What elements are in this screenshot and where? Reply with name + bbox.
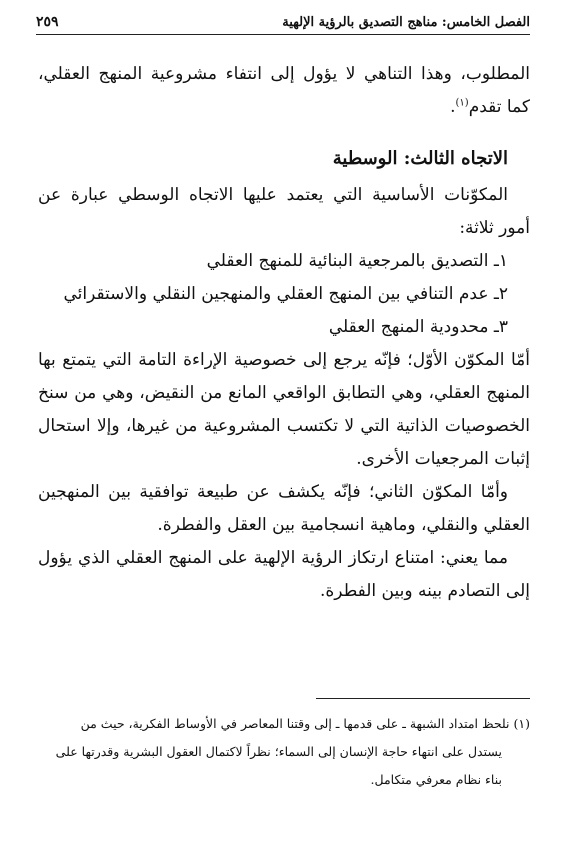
- footnote-divider: [316, 698, 530, 699]
- section-heading: الاتجاه الثالث: الوسطية: [332, 148, 508, 169]
- paragraph-5: مما يعني: امتناع ارتكاز الرؤية الإلهية على المنهج العقلي الذي يؤول إلى التصادم بينه وبين الفطرة.: [38, 548, 530, 601]
- paragraph-1-text: المطلوب، وهذا التناهي لا يؤول إلى انتفاء مشروعية المنهج العقلي، كما تقدم: [38, 64, 530, 117]
- footnote-1-line-2: يستدل على انتهاء حاجة الإنسان إلى السماء؛ نظراً لاكتمال العقول البشرية وقدرتها على: [55, 744, 502, 759]
- footnote-1-line-1: (١) نلحظ امتداد الشبهة ـ على قدمها ـ إلى وقتنا المعاصر في الأوساط الفكرية، حيث من: [80, 716, 530, 731]
- paragraph-3: أمّا المكوّن الأوّل؛ فإنّه يرجع إلى خصوصية الإراءة التامة التي يتمتع بها المنهج العقلي، وهي التطابق الواقعي المانع من النقيض، وهي من سنخ الخصوصيات الذاتية التي لا تكتسب المشروعية من غيرها، وإلا استحال إثبات المرجعيات الأخرى.: [38, 350, 530, 469]
- list-item-1: ١ـ التصديق بالمرجعية البنائية للمنهج العقلي: [206, 251, 508, 271]
- list-item-3: ٣ـ محدودية المنهج العقلي: [328, 317, 508, 337]
- main-text: [38, 58, 530, 608]
- chapter-title: الفصل الخامس: مناهج التصديق بالرؤية الإلهية: [282, 14, 530, 30]
- paragraph-2: المكوّنات الأساسية التي يعتمد عليها الاتجاه الوسطي عبارة عن أمور ثلاثة:: [38, 185, 530, 238]
- footnote-reference[interactable]: (١): [455, 97, 469, 109]
- list-item-2: ٢ـ عدم التنافي بين المنهج العقلي والمنهجين النقلي والاستقرائي: [63, 284, 508, 304]
- running-header: [36, 10, 530, 35]
- page-number: ٢٥٩: [36, 14, 59, 30]
- footnote-1-line-3: بناء نظام معرفي متكامل.: [370, 772, 502, 787]
- paragraph-1: [38, 58, 530, 124]
- paragraph-4: وأمّا المكوّن الثاني؛ فإنّه يكشف عن طبيعة توافقية بين المنهجين العقلي والنقلي، وماهية انسجامية بين العقل والفطرة.: [38, 482, 530, 535]
- footnotes: [38, 710, 530, 794]
- paragraph-1-end: .: [450, 97, 456, 117]
